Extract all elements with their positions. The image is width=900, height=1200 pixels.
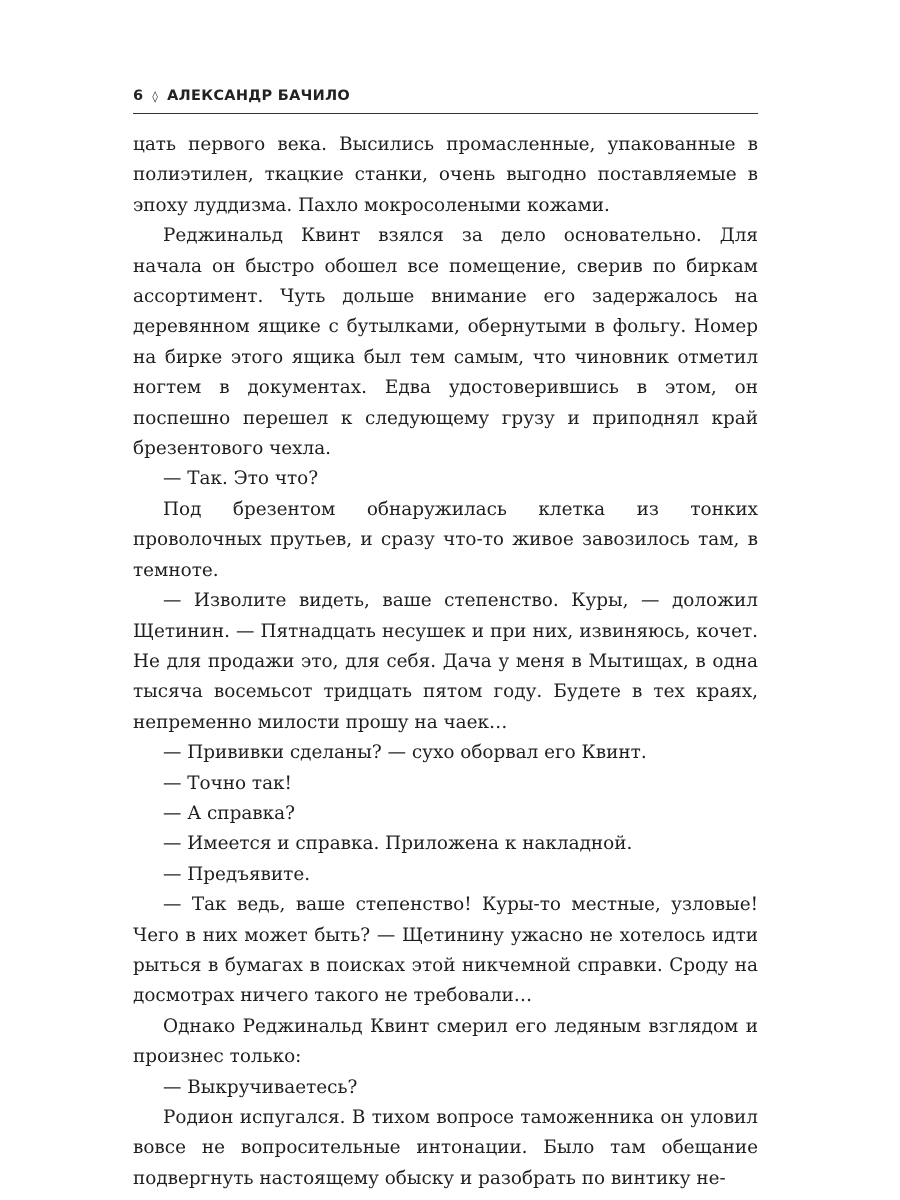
paragraph: Родион испугался. В тихом вопросе таможенника он уловил вовсе не вопросительные интонации. Было там обещание подвергнуть настоящему обыску и разобрать по винтику не- — [133, 1107, 758, 1189]
dialogue-line: — Изволите видеть, ваше степенство. Куры, — доложил Щетинин. — Пятнадцать несушек и при них, извиняюсь, кочет. Не для продажи это, для себя. Дача у меня в Мытищах, в одна тысяча восемьсот тридцать пятом году. Будете в тех краях, непременно милости прошу на чаек… — [133, 590, 758, 733]
dialogue-line: — Имеется и справка. Приложена к накладной. — [163, 833, 633, 855]
running-head — [133, 84, 758, 108]
dialogue-line: — Выкручиваетесь? — [163, 1076, 358, 1098]
body-text — [133, 130, 758, 1194]
dialogue-line: — Так. Это что? — [163, 468, 319, 490]
paragraph: Однако Реджинальд Квинт смерил его ледяным взглядом и произнес только: — [133, 1015, 758, 1068]
dialogue-line: — Прививки сделаны? — сухо оборвал его Квинт. — [163, 742, 647, 764]
diamond-separator-icon: ◊ — [152, 89, 159, 103]
paragraph-continuation: цать первого века. Высились промасленные, упакованные в полиэтилен, ткацкие станки, очень выгодно поставляемые в эпоху луддизма. Пахло мокросолеными кожами. — [133, 134, 758, 216]
dialogue-line: — А справка? — [163, 802, 295, 824]
paragraph: Под брезентом обнаружилась клетка из тонких проволочных прутьев, и сразу что-то живое завозилось там, в темноте. — [133, 498, 758, 581]
header-rule — [133, 113, 758, 114]
dialogue-line: — Так ведь, ваше степенство! Куры-то местные, узловые! Чего в них может быть? — Щетинину ужасно не хотелось идти рыться в бумагах в поисках этой никчемной справки. Сроду на досмотрах ничего такого не требовали… — [133, 894, 758, 1007]
author-name: АЛЕКСАНДР БАЧИЛО — [167, 88, 351, 104]
dialogue-line: — Точно так! — [163, 772, 292, 794]
paragraph: Реджинальд Квинт взялся за дело основательно. Для начала он быстро обошел все помещение, сверив по биркам ассортимент. Чуть дольше внимание его задержалось на деревянном ящике с бутылками, обернутыми в фольгу. Номер на бирке этого ящика был тем самым, что чиновник отметил ногтем в документах. Едва удостоверившись в этом, он поспешно перешел к следующему грузу и приподнял край брезентового чехла. — [133, 225, 758, 460]
dialogue-line: — Предъявите. — [163, 863, 311, 885]
page-number: 6 — [133, 88, 144, 104]
